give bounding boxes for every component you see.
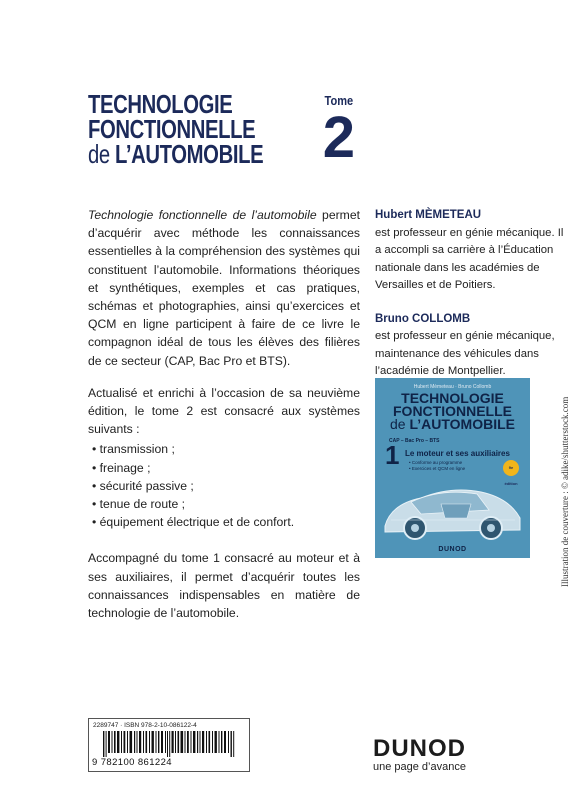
cover-levels: CAP – Bac Pro – BTS	[389, 438, 440, 444]
list-item: • transmission ;	[88, 440, 360, 458]
author-name: Bruno COLLOMB	[375, 312, 471, 325]
list-item: • équipement électrique et de confort.	[88, 513, 360, 531]
author-bio: est professeur en génie mécanique, maintenance des véhicules dans l’académie de Montpellier.	[375, 330, 555, 377]
cover-title-prefix: de	[390, 416, 406, 432]
list-item: • sécurité passive ;	[88, 477, 360, 495]
cover-title-main: L’AUTOMOBILE	[409, 416, 515, 432]
cover-title-line-2: FONCTIONNELLE	[393, 403, 512, 419]
authors-section	[375, 207, 565, 397]
publisher-tagline: une page d’avance	[373, 761, 466, 773]
title-line-1: TECHNOLOGIE	[88, 89, 233, 119]
isbn-code: 2289747 · ISBN 978-2-10-086122-4	[93, 722, 197, 729]
book-title	[88, 89, 313, 169]
publisher-logo	[373, 735, 466, 773]
cover-bullet: • Conforme au programme	[409, 460, 463, 465]
tome-label: Tome	[324, 93, 354, 108]
description-paragraph-1	[88, 206, 360, 370]
title-main: L’AUTOMOBILE	[115, 139, 264, 169]
illustration-credit: Illustration de couverture : © adike/shutterstock.com	[560, 396, 570, 587]
tome-marker	[322, 93, 356, 170]
systems-list	[88, 440, 360, 531]
author-name: Hubert MÈMETEAU	[375, 209, 482, 221]
barcode-bars	[103, 731, 237, 757]
list-item: • freinage ;	[88, 459, 360, 477]
cover-title-line-3	[383, 418, 522, 431]
cover-publisher: DUNOD	[438, 546, 467, 553]
publisher-brand: DUNOD	[373, 735, 466, 762]
description-p1-text: permet d’acquérir avec méthode les connaissances essentielles à la compréhension des systèmes qui constituent l’automobile. Informations théoriques et synthétiques, exemples et cas pratiques, schémas et photographies, ainsi qu’exercices et QCM en ligne participent à faire de ce livre le compagnon idéal de tous les élèves des filières de ce secteur (CAP, Bac Pro et BTS).	[88, 208, 360, 368]
tome-1-cover-image	[375, 378, 530, 558]
cover-title-line-1: TECHNOLOGIE	[401, 390, 504, 406]
cover-volume-title: Le moteur et ses auxiliaires	[405, 449, 510, 458]
cover-bullet: • Exercices et QCM en ligne	[409, 466, 466, 471]
car-illustration	[381, 474, 524, 544]
title-line-2: FONCTIONNELLE	[88, 114, 256, 144]
cover-volume-number: 1	[385, 440, 400, 470]
tome-number: 2	[322, 105, 355, 170]
book-description	[88, 206, 360, 640]
list-item: • tenue de route ;	[88, 495, 360, 513]
description-paragraph-3: Accompagné du tome 1 consacré au moteur et à ses auxiliaires, il permet d’acquérir toutes les connaissances indispensables en matière de technologie de l’automobile.	[88, 551, 360, 621]
title-line-3	[88, 139, 264, 169]
cover-bullets	[409, 460, 509, 472]
title-prefix: de	[88, 139, 110, 169]
cover-authors: Hubert Mèmeteau · Bruno Collomb	[413, 384, 492, 390]
cover-title	[383, 392, 522, 431]
barcode	[88, 718, 250, 772]
author-bio: est professeur en génie mécanique. Il a accompli sa carrière à l’Éducation nationale dans les académies de Versailles et de Poitiers.	[375, 226, 564, 291]
barcode-digits: 9 782100 861224	[92, 757, 172, 768]
description-paragraph-2: Actualisé et enrichi à l’occasion de sa neuvième édition, le tome 2 est consacré aux systèmes suivants :	[88, 385, 360, 437]
edition-badge: 9e édition	[503, 460, 519, 476]
description-book-title: Technologie fonctionnelle de l’automobile	[88, 208, 317, 222]
